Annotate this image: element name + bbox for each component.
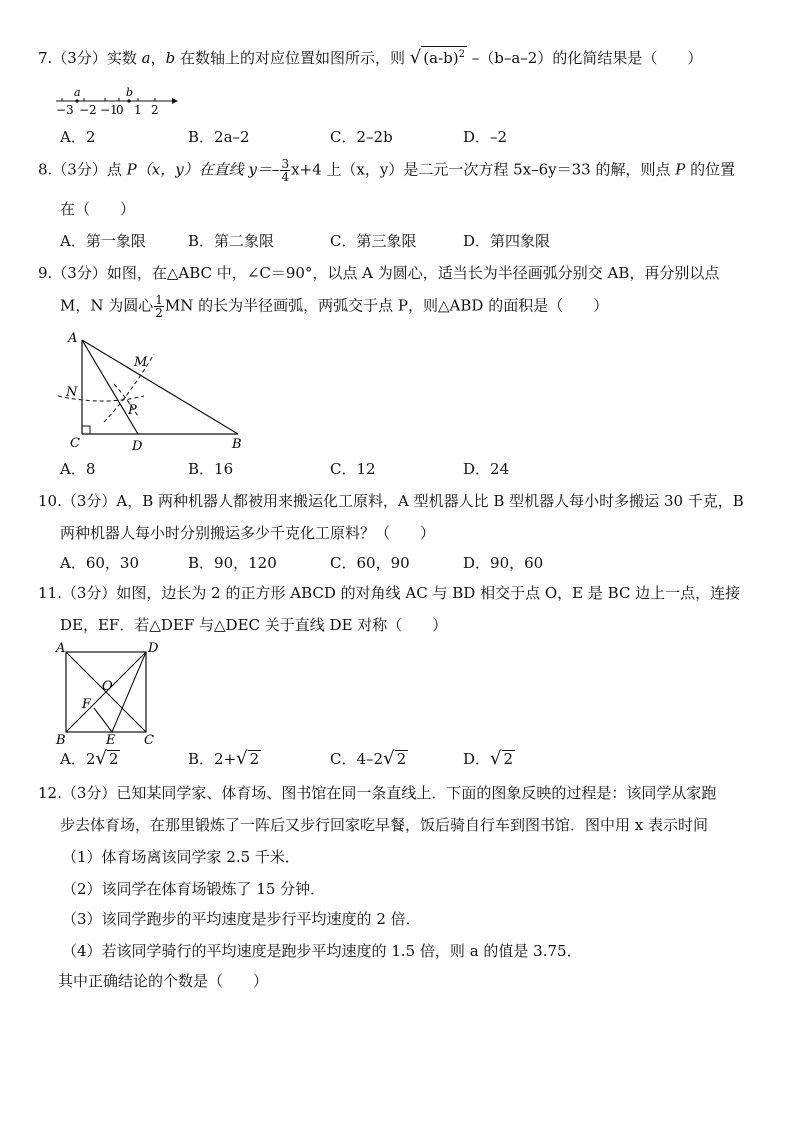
q9-triangle-figure [54, 326, 254, 456]
q8-option-b[interactable]: B．第二象限 [188, 232, 275, 250]
q12-statement-2: （2）该同学在体育场锻炼了 15 分钟． [62, 880, 326, 898]
q10-option-b[interactable]: B．90，120 [188, 554, 277, 572]
q11-option-c[interactable] [330, 748, 408, 770]
q7-var-b: b [165, 49, 176, 67]
q7-nl-tick-label: −1 [100, 103, 118, 117]
q7-nl-label-b: b [126, 86, 134, 99]
q7-option-b[interactable]: B．2a–2 [188, 128, 250, 146]
q11-label-c: C [144, 733, 154, 746]
q7-nl-tick-label: 2 [151, 103, 159, 117]
q11-label-d: D [148, 641, 159, 656]
q11-option-d[interactable] [463, 748, 515, 770]
q9-option-d[interactable]: D．24 [463, 460, 510, 478]
q11-option-a-radicand: 2 [108, 750, 119, 768]
q8-options [60, 230, 700, 252]
q7-radicand-text: (a-b) [423, 49, 459, 67]
q12-statement-1: （1）体育场离该同学家 2.5 千米． [62, 848, 300, 866]
q8-point: P（x，y）在直线 [126, 160, 244, 179]
q11-option-b-radicand: 2 [249, 750, 260, 768]
q9-line2-pre: M，N 为圆心 [60, 296, 154, 315]
q11-radical-sign: √ [383, 748, 395, 769]
q9-option-a[interactable]: A．8 [60, 460, 96, 478]
q9-frac-num: 1 [155, 293, 163, 307]
q12-line-2: 步去体育场，在那里锻炼了一阵后又步行回家吃早餐，饭后骑自行车到图书馆．图中用 x 表示时间 [60, 816, 709, 834]
q7-option-c[interactable]: C．2–2b [330, 128, 393, 146]
q8-point-p: P [675, 160, 686, 179]
q9-frac-den: 2 [155, 306, 163, 320]
q8-fraction [280, 158, 290, 183]
q9-label-p: P [128, 403, 137, 418]
q7-number-line [52, 84, 182, 118]
q11-option-c-radicand: 2 [396, 750, 407, 768]
q11-label-a: A [56, 641, 66, 656]
q11-option-d-text: D． [463, 750, 491, 768]
q8-frac-den: 4 [281, 170, 290, 184]
q7-option-d[interactable]: D．–2 [463, 128, 508, 146]
question-12-stem: 12.（3分）已知某同学家、体育场、图书馆在同一条直线上．下面的图象反映的过程是：该同学从家跑 [38, 784, 717, 802]
q8-option-c[interactable]: C．第三象限 [330, 232, 417, 250]
q11-option-a-text: A．2 [60, 750, 96, 768]
q11-label-f: F [82, 697, 92, 712]
q12-conclusion: 其中正确结论的个数是（ ） [58, 972, 269, 990]
q7-options [60, 126, 700, 148]
q10-option-d[interactable]: D．90，60 [463, 554, 544, 572]
q8-option-d[interactable]: D．第四象限 [463, 232, 551, 250]
q8-line-2: 在（ ） [60, 200, 136, 218]
q11-radical-sign: √ [95, 748, 107, 769]
q7-point-b [127, 99, 130, 102]
q10-option-c[interactable]: C．60，90 [330, 554, 410, 572]
q7-tail: –（b–a–2）的化简结果是（ ） [471, 49, 703, 67]
q7-option-a[interactable]: A．2 [60, 128, 96, 146]
q9-label-d: D [132, 439, 143, 454]
q8-frac-num: 3 [281, 157, 290, 171]
q8-y-eq: y＝– [248, 160, 280, 179]
q9-label-c: C [70, 436, 80, 451]
q10-options [60, 552, 700, 574]
q11-line-2: DE，EF．若△DEF 与△DEC 关于直线 DE 对称（ ） [60, 616, 448, 634]
q11-option-b[interactable] [188, 748, 261, 770]
q11-label-o: O [102, 679, 113, 694]
q7-exponent: 2 [458, 49, 465, 60]
q11-radical-sign: √ [236, 748, 248, 769]
q9-label-a: A [68, 331, 78, 346]
q7-var-a: a [141, 49, 151, 67]
q9-label-b: B [232, 437, 242, 452]
q9-option-b[interactable]: B．16 [188, 460, 234, 478]
q11-radical-sign: √ [490, 748, 502, 769]
q12-statement-3: （3）该同学跑步的平均速度是步行平均速度的 2 倍． [62, 910, 421, 928]
q9-options [60, 458, 700, 480]
question-9-stem: 9.（3分）如图，在△ABC 中，∠C＝90°，以点 A 为圆心，适当长为半径画弧分别交 AB，再分别以点 [38, 264, 720, 282]
question-10-stem: 10.（3分）A，B 两种机器人都被用来搬运化工原料，A 型机器人比 B 型机器人每小时多搬运 30 千克，B [38, 492, 744, 510]
q9-label-m: M [134, 355, 148, 370]
q9-label-n: N [66, 385, 78, 400]
q7-radical-sign: √ [409, 47, 422, 68]
q9-line2-post: MN 的长为半径画弧，两弧交于点 P，则△ABD 的面积是（ ） [164, 296, 609, 315]
q8-after-frac: x+4 上（x，y）是二元一次方程 5x–6y＝33 的解，则点 [291, 160, 671, 179]
q11-option-c-text: C．4–2 [330, 750, 384, 768]
q10-option-a[interactable]: A．60，30 [60, 554, 140, 572]
question-11-stem: 11.（3分）如图，边长为 2 的正方形 ABCD 的对角线 AC 与 BD 相交于点 O，E 是 BC 边上一点，连接 [38, 584, 741, 602]
q8-prefix: 8.（3分）点 [38, 160, 122, 179]
q11-square-figure [54, 640, 164, 746]
q9-fraction [154, 294, 164, 319]
q10-line-2: 两种机器人每小时分别搬运多少千克化工原料？（ ） [60, 524, 436, 542]
q9-line-2 [60, 294, 770, 319]
q7-radicand [421, 46, 467, 66]
q7-nl-tick-label: −2 [79, 103, 97, 117]
q11-label-b: B [56, 733, 66, 746]
q7-nl-tick-label: −3 [56, 103, 74, 117]
q11-option-d-radicand: 2 [503, 750, 514, 768]
q7-nl-label-a: a [74, 86, 81, 99]
q7-comma: ， [150, 49, 166, 67]
q11-label-e: E [106, 733, 116, 746]
q9-option-c[interactable]: C．12 [330, 460, 376, 478]
q8-option-a[interactable]: A．第一象限 [60, 232, 146, 250]
q7-nl-tick-label: 1 [134, 103, 142, 117]
q12-statement-4: （4）若该同学骑行的平均速度是跑步平均速度的 1.5 倍，则 a 的值是 3.75． [62, 942, 582, 960]
q7-prefix: 7.（3分）实数 [38, 49, 137, 67]
question-8-stem [38, 158, 770, 183]
q7-nl-tick-label: 0 [116, 103, 124, 117]
question-7-stem [38, 46, 770, 69]
q11-option-a[interactable] [60, 748, 120, 770]
q7-mid: 在数轴上的对应位置如图所示，则 [180, 49, 406, 67]
q11-option-b-text: B．2+ [188, 750, 237, 768]
q8-tail: 的位置 [690, 160, 736, 179]
q11-options [60, 748, 700, 770]
